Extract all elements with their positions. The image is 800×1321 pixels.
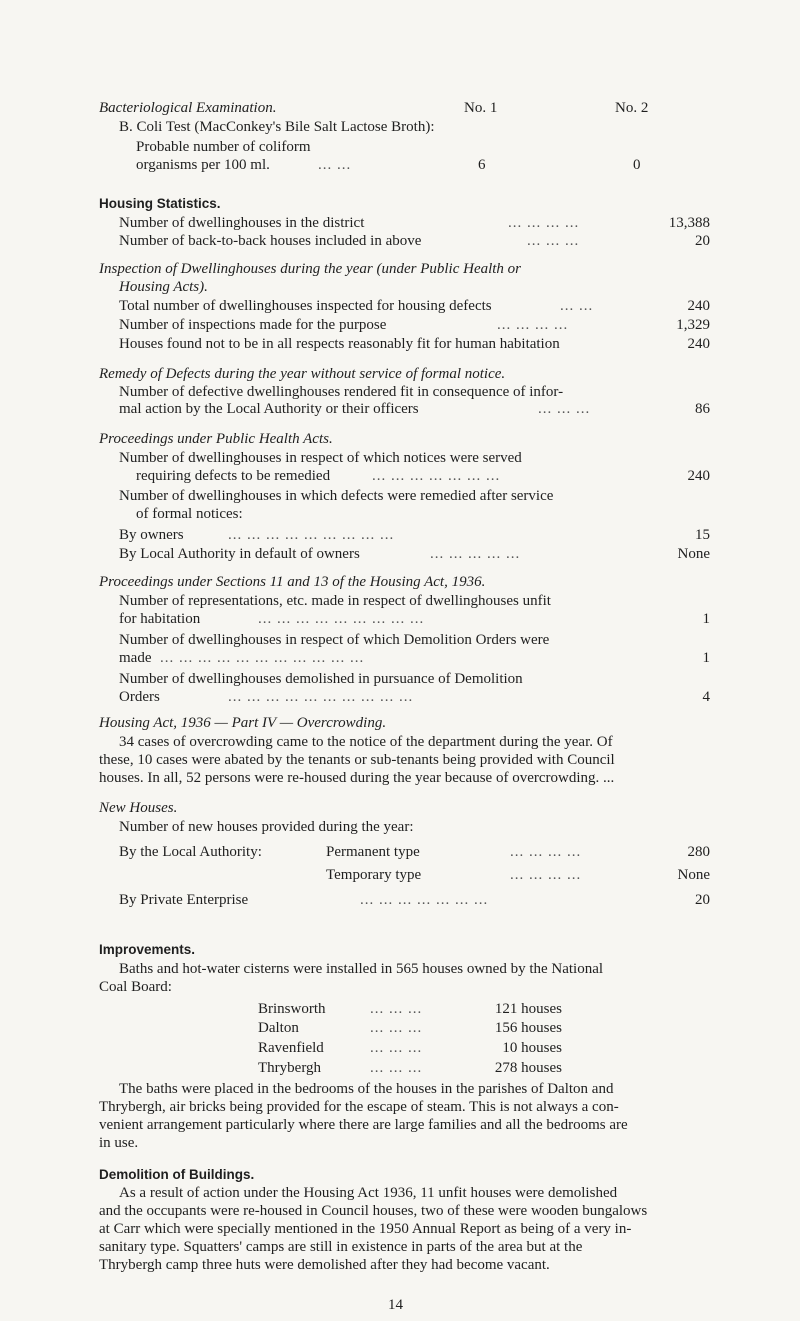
inspection-label: Houses found not to be in all respects reasonably fit for human habitation [119, 336, 560, 352]
parish-houses: 10 houses [502, 1040, 562, 1056]
permanent-type-value: 280 [687, 844, 710, 860]
pha-line2: requiring defects to be remedied [136, 468, 331, 484]
private-enterprise-label: By Private Enterprise [119, 892, 249, 908]
proceedings-ha-heading: Proceedings under Sections 11 and 13 of the Housing Act, 1936. [99, 574, 486, 590]
leader-dots: ... ... ... ... ... ... ... [372, 468, 501, 484]
proceedings-pha-heading: Proceedings under Public Health Acts. [99, 431, 333, 447]
coliform-no1: 6 [478, 157, 486, 173]
parish-name: Dalton [258, 1020, 299, 1036]
leader-dots: ... ... ... [370, 1040, 423, 1056]
leader-dots: ... ... ... ... ... ... ... ... ... [258, 611, 425, 627]
ha-c-line2: Orders [119, 689, 160, 705]
bacteriological-heading: Bacteriological Examination. [99, 100, 277, 116]
by-owners-label: By owners [119, 527, 184, 543]
col-no2: No. 2 [615, 100, 649, 116]
demolition-para-line: at Carr which were specially mentioned in the 1950 Annual Report as being of a very in- [99, 1221, 632, 1237]
improvements-line2: Coal Board: [99, 979, 172, 995]
ha-a-line1: Number of representations, etc. made in respect of dwellinghouses unfit [119, 593, 551, 609]
ha-a-line2: for habitation [119, 611, 201, 627]
permanent-type-label: Permanent type [326, 844, 420, 860]
demolition-para-line: As a result of action under the Housing Act 1936, 11 unfit houses were demolished [119, 1185, 618, 1201]
pha-value: 240 [687, 468, 710, 484]
ha-b-value: 1 [702, 650, 710, 666]
leader-dots: ... ... [318, 157, 352, 173]
overcrowding-line3: houses. In all, 52 persons were re-housed during the year because of overcrowding. ... [99, 770, 615, 786]
improvements-para-line: The baths were placed in the bedrooms of the houses in the parishes of Dalton and [119, 1081, 614, 1097]
leader-dots: ... ... ... ... [508, 215, 580, 231]
demolition-para-line: and the occupants were re-housed in Council houses, two of these were wooden bungalows [99, 1203, 648, 1219]
coliform-line1: Probable number of coliform [136, 139, 311, 155]
inspection-heading-2: Housing Acts). [119, 279, 208, 295]
inspection-label: Total number of dwellinghouses inspected for housing defects [119, 298, 492, 314]
stat-label: Number of back-to-back houses included in above [119, 233, 422, 249]
page-number: 14 [388, 1297, 403, 1313]
ha-a-value: 1 [702, 611, 710, 627]
pha-line3: Number of dwellinghouses in which defects were remedied after service [119, 488, 554, 504]
remedy-value: 86 [695, 401, 710, 417]
inspection-value: 240 [687, 336, 710, 352]
demolition-para-line: sanitary type. Squatters' camps are still in existence in parts of the area but at the [99, 1239, 583, 1255]
stat-label: Number of dwellinghouses in the district [119, 215, 365, 231]
improvements-para-line: Thrybergh, air bricks being provided for the escape of steam. This is not always a con- [99, 1099, 619, 1115]
housing-statistics-heading: Housing Statistics. [99, 196, 221, 211]
by-local-authority-label: By the Local Authority: [119, 844, 262, 860]
by-la-value: None [677, 546, 710, 562]
demolition-para-line: Thrybergh camp three huts were demolished after they had become vacant. [99, 1257, 550, 1273]
leader-dots: ... ... ... ... [510, 844, 582, 860]
stat-value: 20 [695, 233, 710, 249]
pha-line4: of formal notices: [136, 506, 243, 522]
ha-c-line1: Number of dwellinghouses demolished in pursuance of Demolition [119, 671, 523, 687]
leader-dots: ... ... ... [370, 1020, 423, 1036]
improvements-para-line: in use. [99, 1135, 139, 1151]
inspection-label: Number of inspections made for the purpose [119, 317, 387, 333]
leader-dots: ... ... ... [370, 1060, 423, 1076]
new-houses-heading: New Houses. [99, 800, 178, 816]
parish-houses: 278 houses [494, 1060, 562, 1076]
private-enterprise-value: 20 [695, 892, 710, 908]
remedy-line1: Number of defective dwellinghouses rendered fit in consequence of infor- [119, 384, 564, 400]
inspection-heading-1: Inspection of Dwellinghouses during the year (under Public Health or [99, 261, 522, 277]
ha-b-line1: Number of dwellinghouses in respect of which Demolition Orders were [119, 632, 550, 648]
improvements-heading: Improvements. [99, 942, 196, 957]
overcrowding-heading: Housing Act, 1936 — Part IV — Overcrowding. [99, 715, 387, 731]
leader-dots: ... ... ... ... ... [430, 546, 521, 562]
ha-b-line2: made [119, 650, 152, 666]
leader-dots: ... ... ... ... [497, 317, 569, 333]
leader-dots: ... ... ... ... ... ... ... ... ... ... [228, 689, 414, 705]
coliform-line2: organisms per 100 ml. [136, 157, 270, 173]
parish-name: Brinsworth [258, 1001, 326, 1017]
inspection-value: 240 [687, 298, 710, 314]
col-no1: No. 1 [464, 100, 498, 116]
parish-name: Thrybergh [258, 1060, 322, 1076]
leader-dots: ... ... ... [538, 401, 591, 417]
coliform-no2: 0 [633, 157, 641, 173]
stat-value: 13,388 [668, 215, 710, 231]
leader-dots: ... ... ... ... ... ... ... ... ... [228, 527, 395, 543]
by-la-label: By Local Authority in default of owners [119, 546, 360, 562]
leader-dots: ... ... ... ... ... ... ... ... ... ... ... [160, 650, 365, 666]
new-houses-intro: Number of new houses provided during the year: [119, 819, 414, 835]
temporary-type-value: None [677, 867, 710, 883]
improvements-para-line: venient arrangement particularly where there are large families and all the bedrooms are [99, 1117, 628, 1133]
parish-houses: 121 houses [494, 1001, 562, 1017]
leader-dots: ... ... [560, 298, 594, 314]
leader-dots: ... ... ... ... [510, 867, 582, 883]
parish-name: Ravenfield [258, 1040, 324, 1056]
temporary-type-label: Temporary type [326, 867, 422, 883]
bcoli-test: B. Coli Test (MacConkey's Bile Salt Lactose Broth): [119, 119, 435, 135]
improvements-line1: Baths and hot-water cisterns were installed in 565 houses owned by the National [119, 961, 604, 977]
pha-line1: Number of dwellinghouses in respect of which notices were served [119, 450, 522, 466]
overcrowding-line2: these, 10 cases were abated by the tenants or sub-tenants being provided with Council [99, 752, 615, 768]
inspection-value: 1,329 [676, 317, 710, 333]
ha-c-value: 4 [702, 689, 710, 705]
leader-dots: ... ... ... [527, 233, 580, 249]
parish-houses: 156 houses [494, 1020, 562, 1036]
remedy-line2: mal action by the Local Authority or their officers [119, 401, 419, 417]
overcrowding-line1: 34 cases of overcrowding came to the notice of the department during the year. Of [119, 734, 613, 750]
by-owners-value: 15 [695, 527, 710, 543]
leader-dots: ... ... ... [370, 1001, 423, 1017]
demolition-heading: Demolition of Buildings. [99, 1167, 255, 1182]
leader-dots: ... ... ... ... ... ... ... [360, 892, 489, 908]
remedy-heading: Remedy of Defects during the year without service of formal notice. [99, 366, 506, 382]
